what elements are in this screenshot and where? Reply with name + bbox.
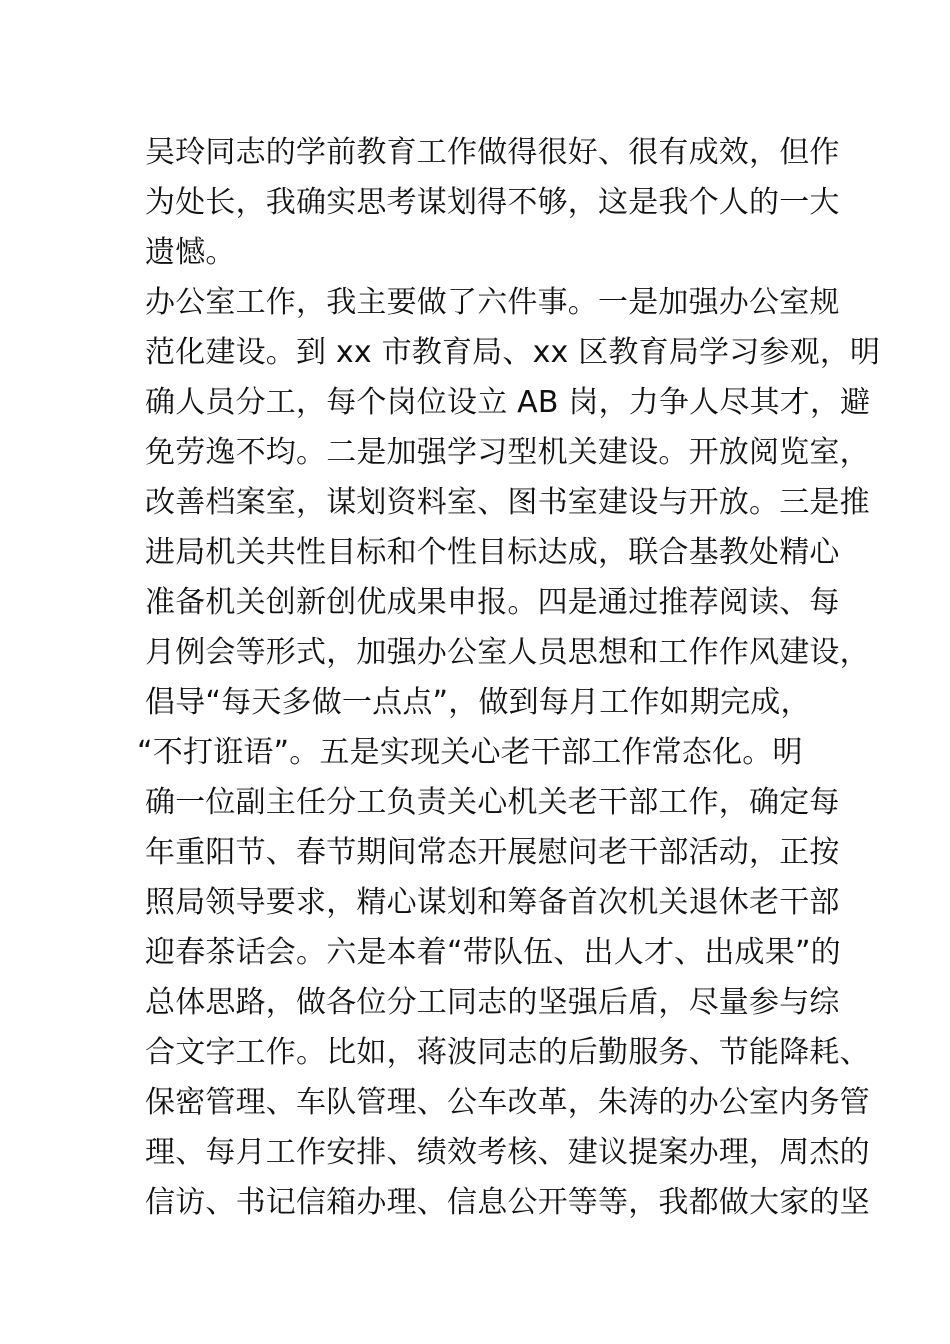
text-line: 确一位副主任分工负责关心机关老干部工作，确定每 [145,785,840,820]
text-line: 月例会等形式，加强办公室人员思想和工作作风建设， [145,635,870,670]
text-line: 为处长，我确实思考谋划得不够，这是我个人的一大 [145,185,840,220]
text-line: 照局领导要求，精心谋划和筹备首次机关退休老干部 [145,885,840,920]
text-line: 迎春茶话会。六是本着“带队伍、出人才、出成果”的 [145,935,841,970]
text-line: “不打诳语”。五是实现关心老干部工作常态化。明 [137,735,803,770]
text-line: 准备机关创新创优成果申报。四是通过推荐阅读、每 [145,585,840,620]
text-line: 确人员分工，每个岗位设立 AB 岗，力争人尽其才，避 [145,385,871,420]
text-line: 信访、书记信箱办理、信息公开等等，我都做大家的坚 [145,1185,870,1220]
text-line: 理、每月工作安排、绩效考核、建议提案办理，周杰的 [145,1135,870,1170]
text-line: 遗憾。 [145,235,236,270]
text-line: 进局机关共性目标和个性目标达成，联合基教处精心 [145,535,840,570]
text-line: 改善档案室，谋划资料室、图书室建设与开放。三是推 [145,485,870,520]
text-line: 吴玲同志的学前教育工作做得很好、很有成效，但作 [145,135,840,170]
paragraph-2 [137,278,881,1228]
text-line: 保密管理、车队管理、公车改革，朱涛的办公室内务管 [145,1085,870,1120]
text-line: 办公室工作，我主要做了六件事。一是加强办公室规 [145,285,840,320]
paragraph-1 [145,128,840,278]
text-line: 免劳逸不均。二是加强学习型机关建设。开放阅览室， [145,435,870,470]
text-line: 合文字工作。比如，蒋波同志的后勤服务、节能降耗、 [145,1035,870,1070]
text-line: 年重阳节、春节期间常态开展慰问老干部活动，正按 [145,835,840,870]
text-line: 总体思路，做各位分工同志的坚强后盾，尽量参与综 [145,985,840,1020]
text-line: 范化建设。到 xx 市教育局、xx 区教育局学习参观，明 [145,335,881,370]
text-line: 倡导“每天多做一点点”，做到每月工作如期完成， [145,685,811,720]
